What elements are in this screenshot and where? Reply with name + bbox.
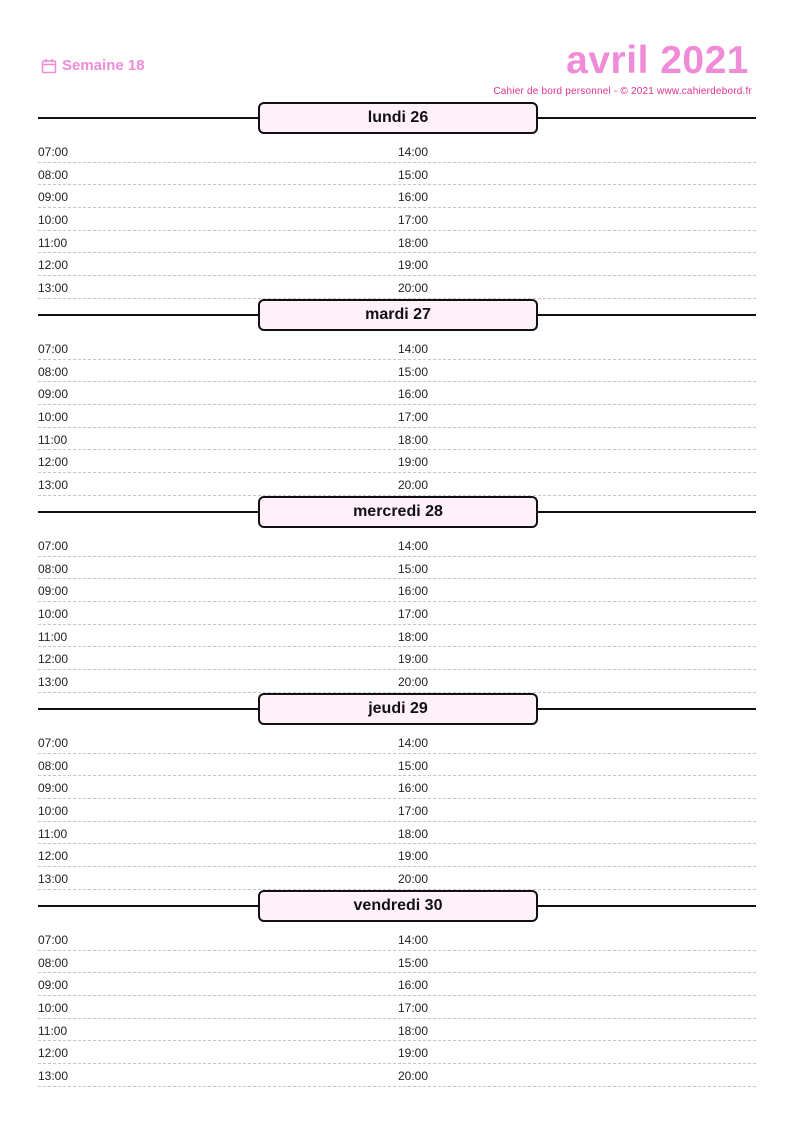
day-header [38, 299, 756, 331]
time-label-morning: 13:00 [38, 872, 69, 887]
time-label-afternoon: 16:00 [398, 978, 429, 993]
time-label-afternoon: 19:00 [398, 849, 429, 864]
time-label-afternoon: 16:00 [398, 387, 429, 402]
page-header [0, 0, 794, 100]
day-section [38, 299, 756, 496]
time-label-morning: 12:00 [38, 652, 69, 667]
time-label-afternoon: 19:00 [398, 1046, 429, 1061]
time-label-afternoon: 19:00 [398, 455, 429, 470]
time-label-afternoon: 17:00 [398, 1001, 429, 1016]
time-row[interactable] [38, 776, 756, 799]
day-section [38, 102, 756, 299]
time-label-morning: 08:00 [38, 167, 69, 182]
day-header [38, 890, 756, 922]
time-label-morning: 09:00 [38, 387, 69, 402]
time-label-morning: 10:00 [38, 410, 69, 425]
day-header [38, 496, 756, 528]
time-label-morning: 09:00 [38, 584, 69, 599]
time-row[interactable] [38, 163, 756, 186]
time-label-afternoon: 14:00 [398, 539, 429, 553]
day-header [38, 693, 756, 725]
time-row[interactable] [38, 670, 756, 693]
time-label-morning: 07:00 [38, 933, 69, 947]
time-label-afternoon: 17:00 [398, 607, 429, 622]
time-label-afternoon: 15:00 [398, 561, 429, 576]
time-label-afternoon: 17:00 [398, 410, 429, 425]
day-label: mardi 27 [258, 299, 538, 331]
time-row[interactable] [38, 754, 756, 777]
time-label-morning: 11:00 [38, 629, 68, 644]
time-row[interactable] [38, 405, 756, 428]
time-label-afternoon: 14:00 [398, 933, 429, 947]
time-row[interactable] [38, 951, 756, 974]
time-label-afternoon: 15:00 [398, 758, 429, 773]
time-row[interactable] [38, 450, 756, 473]
time-label-morning: 11:00 [38, 1023, 68, 1038]
time-slots [38, 140, 756, 299]
time-row[interactable] [38, 1064, 756, 1087]
time-label-afternoon: 18:00 [398, 826, 429, 841]
time-label-morning: 13:00 [38, 1069, 69, 1084]
time-label-morning: 10:00 [38, 1001, 69, 1016]
time-label-afternoon: 20:00 [398, 675, 429, 690]
time-label-afternoon: 14:00 [398, 736, 429, 750]
time-label-morning: 07:00 [38, 736, 69, 750]
time-row[interactable] [38, 867, 756, 890]
time-label-afternoon: 16:00 [398, 190, 429, 205]
time-label-morning: 10:00 [38, 607, 69, 622]
time-row[interactable] [38, 928, 756, 951]
credit-line: Cahier de bord personnel - © 2021 www.cahierdebord.fr [493, 86, 752, 97]
time-label-morning: 07:00 [38, 342, 69, 356]
time-slots [38, 928, 756, 1087]
time-label-afternoon: 15:00 [398, 364, 429, 379]
time-label-morning: 08:00 [38, 758, 69, 773]
time-label-afternoon: 15:00 [398, 955, 429, 970]
day-label: lundi 26 [258, 102, 538, 134]
time-label-afternoon: 18:00 [398, 629, 429, 644]
time-label-morning: 12:00 [38, 1046, 69, 1061]
time-label-morning: 10:00 [38, 804, 69, 819]
time-label-afternoon: 19:00 [398, 258, 429, 273]
time-label-morning: 10:00 [38, 213, 69, 228]
time-row[interactable] [38, 276, 756, 299]
time-row[interactable] [38, 253, 756, 276]
time-row[interactable] [38, 844, 756, 867]
time-slots [38, 534, 756, 693]
time-label-afternoon: 20:00 [398, 281, 429, 296]
time-label-morning: 13:00 [38, 478, 69, 493]
time-row[interactable] [38, 579, 756, 602]
time-row[interactable] [38, 185, 756, 208]
time-row[interactable] [38, 208, 756, 231]
time-row[interactable] [38, 140, 756, 163]
time-label-morning: 08:00 [38, 955, 69, 970]
time-row[interactable] [38, 534, 756, 557]
time-row[interactable] [38, 973, 756, 996]
time-label-morning: 13:00 [38, 675, 69, 690]
day-label: mercredi 28 [258, 496, 538, 528]
day-list [38, 102, 756, 1087]
time-slots [38, 731, 756, 890]
time-row[interactable] [38, 647, 756, 670]
time-slots [38, 337, 756, 496]
time-label-afternoon: 16:00 [398, 781, 429, 796]
time-label-morning: 12:00 [38, 258, 69, 273]
time-label-afternoon: 18:00 [398, 432, 429, 447]
day-label: jeudi 29 [258, 693, 538, 725]
calendar-icon [41, 58, 57, 74]
time-row[interactable] [38, 360, 756, 383]
time-row[interactable] [38, 382, 756, 405]
time-label-afternoon: 14:00 [398, 342, 429, 356]
time-label-morning: 08:00 [38, 561, 69, 576]
month-title: avril 2021 [566, 39, 749, 82]
time-row[interactable] [38, 602, 756, 625]
time-label-morning: 09:00 [38, 978, 69, 993]
time-label-afternoon: 20:00 [398, 1069, 429, 1084]
time-label-morning: 09:00 [38, 190, 69, 205]
day-section [38, 496, 756, 693]
time-label-morning: 11:00 [38, 432, 68, 447]
day-section [38, 693, 756, 890]
time-label-afternoon: 14:00 [398, 145, 429, 159]
week-label: Semaine 18 [62, 57, 145, 74]
time-label-morning: 07:00 [38, 145, 69, 159]
time-label-morning: 12:00 [38, 849, 69, 864]
time-label-afternoon: 16:00 [398, 584, 429, 599]
time-label-morning: 09:00 [38, 781, 69, 796]
time-label-afternoon: 18:00 [398, 1023, 429, 1038]
time-label-morning: 08:00 [38, 364, 69, 379]
time-row[interactable] [38, 231, 756, 254]
time-row[interactable] [38, 996, 756, 1019]
time-row[interactable] [38, 473, 756, 496]
time-row[interactable] [38, 1041, 756, 1064]
day-section [38, 890, 756, 1087]
time-label-afternoon: 17:00 [398, 213, 429, 228]
time-row[interactable] [38, 731, 756, 754]
time-label-morning: 11:00 [38, 235, 68, 250]
time-row[interactable] [38, 428, 756, 451]
time-row[interactable] [38, 557, 756, 580]
week-indicator [41, 57, 145, 74]
time-row[interactable] [38, 625, 756, 648]
time-label-morning: 07:00 [38, 539, 69, 553]
time-label-afternoon: 19:00 [398, 652, 429, 667]
time-label-afternoon: 20:00 [398, 872, 429, 887]
time-row[interactable] [38, 822, 756, 845]
time-label-afternoon: 18:00 [398, 235, 429, 250]
time-row[interactable] [38, 1019, 756, 1042]
day-header [38, 102, 756, 134]
time-label-afternoon: 20:00 [398, 478, 429, 493]
time-row[interactable] [38, 337, 756, 360]
time-label-morning: 13:00 [38, 281, 69, 296]
day-label: vendredi 30 [258, 890, 538, 922]
time-label-morning: 12:00 [38, 455, 69, 470]
time-label-afternoon: 17:00 [398, 804, 429, 819]
time-row[interactable] [38, 799, 756, 822]
time-label-morning: 11:00 [38, 826, 68, 841]
time-label-afternoon: 15:00 [398, 167, 429, 182]
